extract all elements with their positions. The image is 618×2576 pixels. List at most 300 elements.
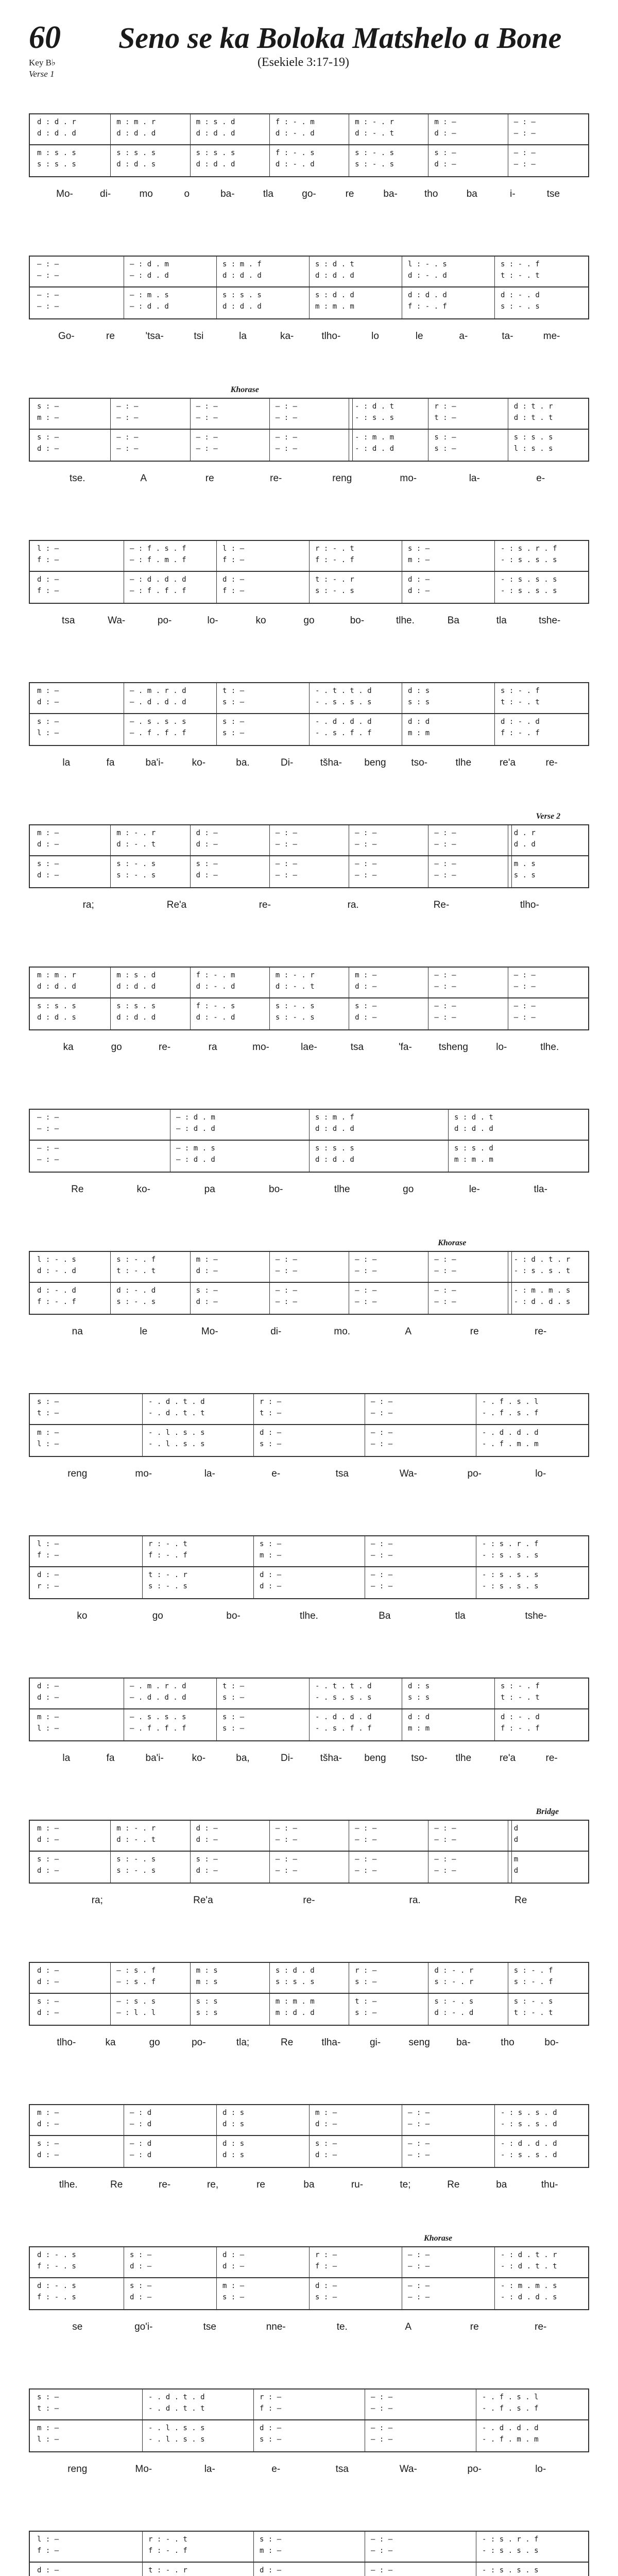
staff-box [29,682,589,746]
bar-line [309,257,310,318]
bar-line [142,1536,143,1598]
solfa-cell: d : - . d [196,1013,235,1022]
solfa-cell: — : — [355,1836,377,1844]
solfa-cell: s : — [222,1693,245,1702]
solfa-cell: t : — [222,1682,245,1690]
solfa-cell: d : — [260,1582,282,1590]
solfa-cell: d : — [37,445,59,453]
solfa-cell: m . s [513,860,536,868]
solfa-cell: d : d . d [315,1156,354,1164]
solfa-cell: — : — [408,2262,430,2270]
solfa-cell: - : s . s . s [482,2566,539,2574]
solfa-cell: — : — [196,414,218,422]
lyric-syllable: ra [208,1042,217,1053]
lyric-syllable: tlhe [334,1184,350,1195]
bar-line [269,114,270,176]
lyric-syllable: tlho- [321,331,341,342]
solfa-cell: — : — [434,1855,456,1863]
solfa-cell: - . s . f . f [315,1724,372,1733]
staff-box [29,1677,589,1741]
solfa-cell: s : — [37,860,59,868]
lyric-syllable: fa [106,1753,115,1764]
lyric-syllable: Re'a [166,900,187,910]
lyric-syllable: a- [459,331,468,342]
solfa-cell: — : — [275,1267,297,1275]
solfa-cell: d : d . d [196,160,235,168]
solfa-cell: f : - . m [196,971,235,979]
solfa-cell: m : — [37,1824,59,1833]
lyrics-line [29,1753,589,1768]
solfa-cell: t : - . t [501,1693,540,1702]
solfa-cell: — : — [355,1256,377,1264]
solfa-cell: d : - . t [116,1836,156,1844]
solfa-cell: s : - . s [148,1582,187,1590]
bar-line [309,1110,310,1172]
solfa-cell: — : — [37,272,59,280]
lyric-syllable: bo- [544,2037,559,2048]
bar-line [142,1394,143,1456]
solfa-cell: — : — [434,829,456,837]
lyric-syllable: A [405,1326,412,1337]
solfa-cell: d : — [196,1267,218,1275]
bar-line [494,1679,495,1740]
solfa-cell: s : - . s [355,160,394,168]
bar-line [269,1821,270,1883]
solfa-cell: d : - . d [434,2009,474,2017]
solfa-cell: — : — [434,1267,456,1275]
solfa-cell: s : s . s [37,160,76,168]
solfa-cell: — : — [355,1867,377,1875]
solfa-cell: — : — [355,871,377,879]
lyric-syllable: se [72,2321,83,2332]
lyric-syllable: reng [67,1468,88,1479]
solfa-cell: t : - . t [116,1267,156,1275]
solfa-cell: s : - . f [501,687,540,695]
solfa-cell: l : - . s [408,260,447,268]
solfa-cell: — : — [355,1267,377,1275]
solfa-cell: f : — [37,587,59,595]
solfa-cell: r : - . t [148,2535,187,2544]
solfa-cell: — : — [408,2109,430,2117]
solfa-cell: s : d . d [275,1967,315,1975]
lyric-syllable: mo. [334,1326,351,1337]
solfa-cell: — . s . s . s [130,1713,186,1721]
lyric-syllable: Re [71,1184,84,1195]
lyrics-line [29,1326,589,1342]
solfa-cell: - : s . s . t [513,1267,571,1275]
solfa-cell: r : — [355,1967,377,1975]
lyrics-line [29,189,589,204]
lyric-syllable: tshe- [525,1611,547,1621]
solfa-cell: s : — [434,433,456,442]
solfa-cell: - . l . s . s [148,2435,205,2444]
solfa-cell: — : — [371,2535,393,2544]
bar-line [494,541,495,603]
solfa-cell: — : — [513,149,536,157]
solfa-cell: f : — [37,556,59,564]
solfa-cell: — : — [275,402,297,411]
solfa-cell: s : — [222,2293,245,2301]
solfa-cell: - . f . m . m [482,2435,539,2444]
solfa-cell: d : — [37,871,59,879]
lyric-syllable: ka [105,2037,116,2048]
solfa-cell: m : — [37,687,59,695]
solfa-cell: — : — [434,1867,456,1875]
solfa-cell: — : — [355,1824,377,1833]
solfa-cell: — : d . d [176,1125,215,1133]
lyrics-line [29,2037,589,2053]
solfa-cell: d : — [37,2009,59,2017]
solfa-cell: f : - . s [37,2293,76,2301]
solfa-cell: s : — [315,2293,337,2301]
solfa-cell: f : — [222,587,245,595]
solfa-cell: - . f . s . f [482,1409,539,1417]
lyric-syllable: mo- [252,1042,269,1053]
solfa-cell: — : — [434,971,456,979]
section-label: Khorase [438,1239,467,1247]
solfa-cell: - : s . s . s [482,1582,539,1590]
lyric-syllable: tlhe [455,1753,472,1764]
solfa-cell: m : s . s [37,149,76,157]
lyric-syllable: ra. [409,1895,421,1906]
staff-box [29,967,589,1030]
solfa-cell: d : — [37,1978,59,1986]
solfa-cell: — : — [434,860,456,868]
solfa-cell: - : s . s . d [501,2151,557,2159]
solfa-cell: — : d [130,2140,152,2148]
solfa-cell: — . f . f . f [130,729,186,737]
solfa-cell: - : s . s . s [482,1551,539,1560]
solfa-cell: s : s [196,2009,218,2017]
lyrics-line [29,615,589,631]
solfa-cell: s : — [196,1855,218,1863]
lyric-syllable: ba- [456,2037,471,2048]
solfa-cell: s : s . s [315,1144,354,1153]
lyric-syllable: gi- [369,2037,381,2048]
solfa-cell: m : s . d [116,971,156,979]
solfa-cell: m : m [408,1724,430,1733]
solfa-cell: s : — [222,1713,245,1721]
solfa-cell: — : s . s [116,1997,156,2006]
solfa-cell: s : — [130,2251,152,2259]
solfa-cell: d : d . s [116,160,156,168]
solfa-cell: t : - . r [148,1571,187,1579]
solfa-cell: l : — [37,1440,59,1448]
lyric-syllable: tho [424,189,438,199]
solfa-cell: s : s . s [116,1002,156,1010]
solfa-cell: - : d . t [355,402,394,411]
solfa-cell: — : — [434,1298,456,1306]
solfa-cell: s : - . f [501,260,540,268]
section-label: Verse 2 [536,812,561,821]
solfa-cell: s : - . f [513,1967,553,1975]
solfa-cell: d : — [196,829,218,837]
solfa-cell: m : — [260,1551,282,1560]
solfa-cell: — : — [513,1002,536,1010]
solfa-cell: s : — [37,402,59,411]
verse-label: Verse 1 [29,69,55,79]
lyric-syllable: po- [467,2464,482,2475]
lyric-syllable: ko [77,1611,88,1621]
solfa-cell: s : - . s [116,871,156,879]
solfa-cell: s : — [196,1286,218,1295]
solfa-cell: — : — [371,2435,393,2444]
solfa-cell: — : d . d . d [130,575,186,584]
lyrics-line [29,1895,589,1910]
solfa-cell: m : — [355,971,377,979]
bar-line [190,825,191,887]
solfa-cell: s : s [408,698,430,706]
solfa-cell: l : - . s [37,1256,76,1264]
solfa-cell: — : — [371,2404,393,2413]
solfa-cell: — : — [513,982,536,991]
lyric-syllable: re- [270,473,282,484]
solfa-cell: f : - . f [408,302,447,311]
lyric-syllable: go [149,2037,160,2048]
solfa-cell: - : d . t . t [501,2262,557,2270]
lyrics-line [29,1184,589,1199]
solfa-cell: — : — [275,445,297,453]
solfa-cell: s : - . s [501,302,540,311]
solfa-cell: r : — [315,2251,337,2259]
solfa-cell: m : m . m [275,1997,315,2006]
lyric-syllable: po- [467,1468,482,1479]
solfa-cell: d . r [513,829,536,837]
staff-box [29,2388,589,2452]
solfa-cell: d : — [260,2566,282,2574]
solfa-cell: m : — [37,2109,59,2117]
lyric-syllable: tla [455,1611,466,1621]
lyric-syllable: lo- [496,1042,507,1053]
solfa-cell: — : s . f [116,1978,156,1986]
solfa-cell: — : — [371,1551,393,1560]
solfa-cell: d : s [408,687,430,695]
lyric-syllable: tse. [69,473,85,484]
solfa-cell: — : — [371,1409,393,1417]
solfa-cell: - : s . s . s [482,2547,539,2555]
solfa-cell: - : s . r . f [482,2535,539,2544]
solfa-cell: s : — [37,2140,59,2148]
solfa-cell: - . d . t . d [148,1398,205,1406]
solfa-cell: d : — [355,1013,377,1022]
solfa-cell: s : — [222,729,245,737]
solfa-cell: m : — [260,2547,282,2555]
lyrics-line [29,331,589,346]
solfa-cell: f : - . f [501,729,540,737]
solfa-cell: s : — [196,860,218,868]
solfa-cell: d : d . d [222,272,262,280]
bar-line [110,825,111,887]
solfa-cell: s : s [196,1997,218,2006]
solfa-cell: m : — [37,1429,59,1437]
solfa-cell: - : d . t . r [513,1256,571,1264]
solfa-cell: — : m . s [130,291,169,299]
bar-line [269,1963,270,2025]
bar-line [142,2389,143,2451]
lyric-syllable: di- [100,189,111,199]
solfa-cell: - . d . d . d [315,718,372,726]
lyric-syllable: tla; [236,2037,250,2048]
solfa-cell: — : — [196,402,218,411]
solfa-cell: s : - . s [116,860,156,868]
lyrics-line [29,2321,589,2337]
solfa-cell: - . s . s . s [315,1693,372,1702]
solfa-cell: — . m . r . d [130,1682,186,1690]
solfa-cell: s : — [434,445,456,453]
solfa-cell: d : — [222,575,245,584]
lyric-syllable: ba'i- [145,1753,164,1764]
solfa-cell: — : — [371,1429,393,1437]
solfa-cell: d : — [196,871,218,879]
lyrics-line [29,1611,589,1626]
lyric-syllable: la [62,757,71,768]
lyric-syllable: tšha- [320,1753,342,1764]
solfa-cell: d : s [222,2140,245,2148]
solfa-cell: - : s . s . s [501,556,557,564]
solfa-cell: t : - . t [501,272,540,280]
solfa-cell: s : s . s [37,1002,76,1010]
solfa-cell: d : — [37,1571,59,1579]
lyric-syllable: re, [207,2179,219,2190]
staff-box [29,1962,589,2026]
lyric-syllable: la [62,1753,71,1764]
solfa-cell: s : - . s [116,1298,156,1306]
solfa-cell: — : — [37,1144,59,1153]
solfa-cell: f : - . s [37,2262,76,2270]
solfa-cell: s : - . f [501,1682,540,1690]
solfa-cell: - . d . d . d [315,1713,372,1721]
solfa-cell: - : m . m . s [501,2282,557,2290]
bar-line [253,2389,254,2451]
bar-line [269,968,270,1029]
bar-line [216,2105,217,2167]
solfa-cell: s : d . d [315,291,354,299]
solfa-cell: - : s . s . s [501,575,557,584]
bar-line [110,1963,111,2025]
lyric-syllable: re'a [499,1753,516,1764]
solfa-cell: — : l . l [116,2009,156,2017]
lyric-syllable: tla [496,615,507,626]
lyric-syllable: te. [336,2321,348,2332]
solfa-cell: d : d . d [222,302,262,311]
lyric-syllable: re [106,331,115,342]
lyric-syllable: Re [281,2037,294,2048]
solfa-cell: — : f . s . f [130,545,186,553]
lyrics-line [29,2179,589,2195]
staff-box [29,1251,589,1315]
solfa-cell: d : - . d [116,1286,156,1295]
solfa-cell: - : d . d . s [501,2293,557,2301]
solfa-cell: d : — [37,698,59,706]
solfa-cell: - . l . s . s [148,1429,205,1437]
solfa-cell: r : — [260,2393,282,2401]
solfa-cell: f : — [222,556,245,564]
solfa-cell: d : — [355,982,377,991]
solfa-cell: s : — [130,2282,152,2290]
staff-box [29,398,589,462]
bar-line [309,2247,310,2309]
lyric-syllable: le [415,331,423,342]
lyrics-line [29,900,589,915]
solfa-cell: — : — [371,2393,393,2401]
solfa-cell: s : m . f [222,260,262,268]
staff-box [29,2531,589,2576]
solfa-cell: d : — [196,1836,218,1844]
solfa-cell: d : d . r [37,118,76,126]
lyric-syllable: la [239,331,247,342]
solfa-cell: — : — [355,829,377,837]
lyric-syllable: re [205,473,214,484]
bar-line [142,2532,143,2576]
bar-line [216,1679,217,1740]
lyric-syllable: Re'a [193,1895,213,1906]
solfa-cell: l : — [37,2535,59,2544]
solfa-cell: s : - . s [315,587,354,595]
solfa-cell: - : m . m . s [513,1286,571,1295]
solfa-cell: — : — [275,1855,297,1863]
solfa-cell: - . t . t . d [315,687,372,695]
lyric-syllable: tshe- [539,615,561,626]
solfa-cell: f : - . f [148,1551,187,1560]
solfa-cell: d : - . t [275,982,315,991]
lyric-syllable: Wa- [399,2464,417,2475]
solfa-cell: — : — [434,1256,456,1264]
solfa-cell: d : - . t [355,129,394,138]
solfa-cell: - : d . d [355,445,394,453]
lyric-syllable: reng [67,2464,88,2475]
solfa-cell: d : - . d [501,718,540,726]
solfa-cell: s : — [222,698,245,706]
solfa-cell: m : — [37,2424,59,2432]
hymn-title: Seno se ka Boloka Matshelo a Bone [118,21,562,55]
lyric-syllable: le- [469,1184,480,1195]
staff-box [29,256,589,319]
lyric-syllable: ka- [280,331,294,342]
solfa-cell: — : — [513,160,536,168]
solfa-cell: t : - . t [513,2009,553,2017]
lyric-syllable: tsi [194,331,204,342]
solfa-cell: l : — [37,1724,59,1733]
solfa-cell: d : — [37,1867,59,1875]
solfa-cell: — : — [408,2282,430,2290]
lyric-syllable: tse [203,2321,216,2332]
solfa-cell: d : - . d [501,291,540,299]
lyric-syllable: ba, [236,1753,250,1764]
solfa-cell: - . s . s . s [315,698,372,706]
hymn-number: 60 [29,20,61,55]
staff-box [29,824,589,888]
bar-line [190,114,191,176]
lyric-syllable: bo- [226,1611,241,1621]
lyric-syllable: tsheng [438,1042,468,1053]
solfa-cell: d : d . d [315,1125,354,1133]
solfa-cell: s . s [513,871,536,879]
double-bar-line [508,1821,512,1883]
section-label: Bridge [536,1807,559,1816]
lyric-syllable: ta- [502,331,513,342]
lyrics-line [29,1468,589,1484]
lyric-syllable: ba- [220,189,235,199]
solfa-cell: d : t . r [513,402,553,411]
solfa-cell: — : — [513,971,536,979]
lyric-syllable: Re [514,1895,527,1906]
solfa-cell: — : — [434,840,456,849]
lyric-syllable: tlha- [321,2037,341,2048]
solfa-cell: d : — [37,2566,59,2574]
solfa-cell: f : — [37,1551,59,1560]
lyric-syllable: i- [510,189,516,199]
solfa-cell: — : d [130,2109,152,2117]
